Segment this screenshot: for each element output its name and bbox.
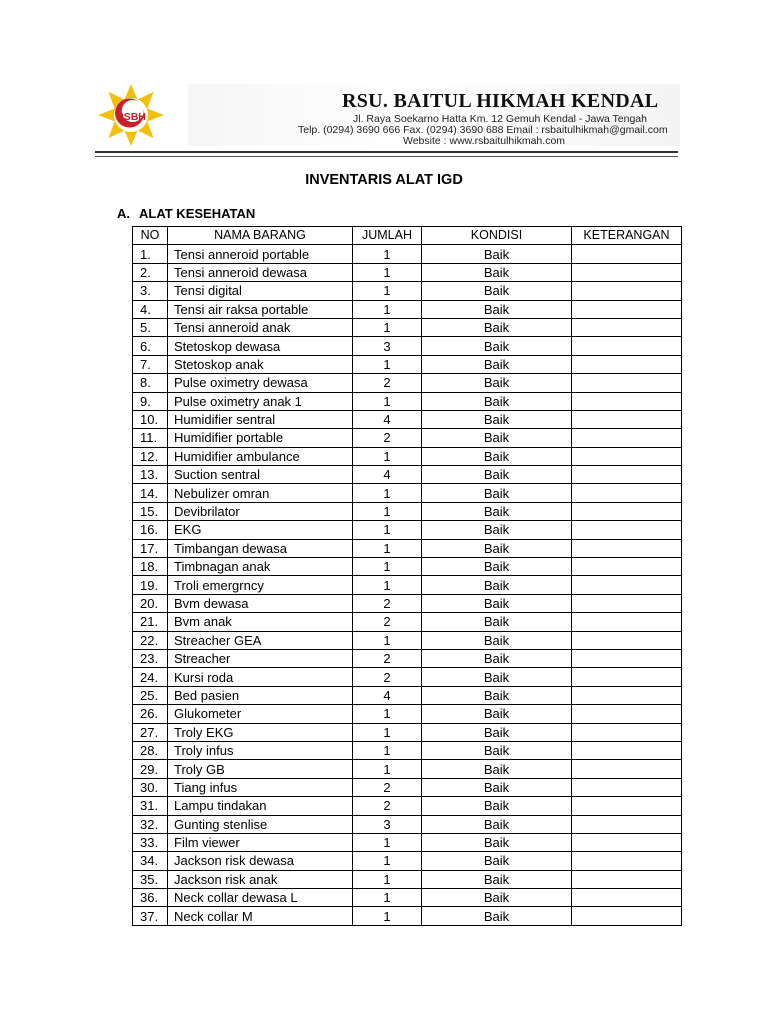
cell-jumlah: 1 [353, 392, 422, 410]
cell-nama-barang: Bed pasien [168, 686, 353, 704]
cell-keterangan [572, 263, 682, 281]
cell-no: 16. [133, 521, 168, 539]
cell-kondisi: Baik [422, 760, 572, 778]
cell-jumlah: 1 [353, 576, 422, 594]
cell-no: 19. [133, 576, 168, 594]
table-row [133, 741, 682, 759]
cell-nama-barang: Bvm dewasa [168, 594, 353, 612]
cell-kondisi: Baik [422, 502, 572, 520]
cell-jumlah: 1 [353, 889, 422, 907]
cell-jumlah: 2 [353, 668, 422, 686]
table-row [133, 558, 682, 576]
table-row [133, 539, 682, 557]
cell-keterangan [572, 815, 682, 833]
cell-keterangan [572, 889, 682, 907]
cell-nama-barang: Tiang infus [168, 778, 353, 796]
cell-kondisi: Baik [422, 870, 572, 888]
table-row [133, 502, 682, 520]
cell-kondisi: Baik [422, 907, 572, 925]
table-row [133, 907, 682, 925]
cell-kondisi: Baik [422, 649, 572, 667]
cell-nama-barang: Gunting stenlise [168, 815, 353, 833]
cell-keterangan [572, 392, 682, 410]
cell-no: 27. [133, 723, 168, 741]
cell-jumlah: 2 [353, 429, 422, 447]
cell-keterangan [572, 447, 682, 465]
cell-no: 1. [133, 245, 168, 263]
cell-jumlah: 4 [353, 466, 422, 484]
cell-keterangan [572, 539, 682, 557]
cell-keterangan [572, 318, 682, 336]
cell-keterangan [572, 741, 682, 759]
cell-kondisi: Baik [422, 447, 572, 465]
table-row [133, 429, 682, 447]
hospital-website: Website : www.rsbaitulhikmah.com [403, 135, 566, 147]
table-row [133, 613, 682, 631]
cell-nama-barang: Humidifier sentral [168, 410, 353, 428]
section-heading [117, 206, 255, 221]
cell-kondisi: Baik [422, 355, 572, 373]
cell-no: 37. [133, 907, 168, 925]
table-row [133, 870, 682, 888]
cell-nama-barang: Humidifier ambulance [168, 447, 353, 465]
cell-nama-barang: Tensi air raksa portable [168, 300, 353, 318]
cell-kondisi: Baik [422, 815, 572, 833]
cell-jumlah: 1 [353, 870, 422, 888]
cell-nama-barang: Streacher GEA [168, 631, 353, 649]
cell-kondisi: Baik [422, 576, 572, 594]
cell-kondisi: Baik [422, 245, 572, 263]
cell-no: 5. [133, 318, 168, 336]
cell-kondisi: Baik [422, 594, 572, 612]
cell-nama-barang: Glukometer [168, 705, 353, 723]
cell-no: 14. [133, 484, 168, 502]
table-row [133, 815, 682, 833]
table-row [133, 521, 682, 539]
cell-nama-barang: Neck collar M [168, 907, 353, 925]
cell-jumlah: 1 [353, 833, 422, 851]
cell-kondisi: Baik [422, 392, 572, 410]
cell-keterangan [572, 558, 682, 576]
cell-nama-barang: Neck collar dewasa L [168, 889, 353, 907]
table-row [133, 649, 682, 667]
cell-no: 7. [133, 355, 168, 373]
cell-no: 10. [133, 410, 168, 428]
cell-jumlah: 1 [353, 263, 422, 281]
cell-kondisi: Baik [422, 558, 572, 576]
cell-no: 22. [133, 631, 168, 649]
cell-no: 17. [133, 539, 168, 557]
cell-nama-barang: Humidifier portable [168, 429, 353, 447]
cell-keterangan [572, 686, 682, 704]
rsbh-logo-icon [91, 83, 171, 147]
cell-jumlah: 1 [353, 631, 422, 649]
cell-kondisi: Baik [422, 484, 572, 502]
table-row [133, 668, 682, 686]
cell-keterangan [572, 282, 682, 300]
table-row [133, 852, 682, 870]
cell-kondisi: Baik [422, 318, 572, 336]
cell-jumlah: 2 [353, 613, 422, 631]
cell-kondisi: Baik [422, 410, 572, 428]
table-row [133, 410, 682, 428]
cell-nama-barang: Devibrilator [168, 502, 353, 520]
cell-jumlah: 1 [353, 521, 422, 539]
cell-keterangan [572, 245, 682, 263]
letterhead-divider-thin [95, 156, 678, 157]
hospital-name: RSU. BAITUL HIKMAH KENDAL [342, 90, 659, 112]
cell-no: 15. [133, 502, 168, 520]
cell-nama-barang: Timbnagan anak [168, 558, 353, 576]
cell-jumlah: 1 [353, 741, 422, 759]
cell-jumlah: 1 [353, 300, 422, 318]
cell-kondisi: Baik [422, 263, 572, 281]
cell-keterangan [572, 760, 682, 778]
cell-jumlah: 1 [353, 558, 422, 576]
cell-keterangan [572, 778, 682, 796]
cell-no: 36. [133, 889, 168, 907]
cell-keterangan [572, 576, 682, 594]
cell-nama-barang: Troli emergrncy [168, 576, 353, 594]
cell-keterangan [572, 631, 682, 649]
cell-kondisi: Baik [422, 833, 572, 851]
cell-nama-barang: Kursi roda [168, 668, 353, 686]
table-row [133, 686, 682, 704]
cell-jumlah: 2 [353, 797, 422, 815]
cell-keterangan [572, 594, 682, 612]
table-row [133, 760, 682, 778]
cell-no: 32. [133, 815, 168, 833]
table-row [133, 705, 682, 723]
cell-kondisi: Baik [422, 741, 572, 759]
cell-keterangan [572, 797, 682, 815]
cell-nama-barang: Timbangan dewasa [168, 539, 353, 557]
cell-kondisi: Baik [422, 852, 572, 870]
table-row [133, 576, 682, 594]
cell-keterangan [572, 668, 682, 686]
table-row [133, 447, 682, 465]
cell-nama-barang: Troly GB [168, 760, 353, 778]
cell-nama-barang: Jackson risk dewasa [168, 852, 353, 870]
document-title: INVENTARIS ALAT IGD [305, 172, 463, 188]
table-row [133, 594, 682, 612]
cell-kondisi: Baik [422, 889, 572, 907]
table-row [133, 300, 682, 318]
cell-no: 21. [133, 613, 168, 631]
cell-nama-barang: Tensi anneroid portable [168, 245, 353, 263]
hospital-logo [91, 83, 171, 147]
cell-keterangan [572, 870, 682, 888]
cell-kondisi: Baik [422, 466, 572, 484]
hospital-contact: Telp. (0294) 3690 666 Fax. (0294) 3690 688 Email : rsbaitulhikmah@gmail.com [298, 124, 668, 136]
cell-kondisi: Baik [422, 613, 572, 631]
cell-keterangan [572, 521, 682, 539]
table-row [133, 833, 682, 851]
table-header-row [133, 227, 682, 245]
cell-no: 11. [133, 429, 168, 447]
table-row [133, 466, 682, 484]
cell-nama-barang: Stetoskop anak [168, 355, 353, 373]
cell-jumlah: 1 [353, 282, 422, 300]
column-header-jumlah: JUMLAH [353, 227, 422, 245]
cell-keterangan [572, 907, 682, 925]
letterhead-banner [188, 84, 680, 146]
cell-jumlah: 2 [353, 778, 422, 796]
cell-nama-barang: Tensi anneroid dewasa [168, 263, 353, 281]
table-row [133, 282, 682, 300]
cell-no: 29. [133, 760, 168, 778]
cell-jumlah: 1 [353, 760, 422, 778]
table-row [133, 723, 682, 741]
table-row [133, 797, 682, 815]
cell-jumlah: 4 [353, 410, 422, 428]
cell-jumlah: 3 [353, 337, 422, 355]
cell-no: 6. [133, 337, 168, 355]
cell-nama-barang: Stetoskop dewasa [168, 337, 353, 355]
column-header-nama-barang: NAMA BARANG [168, 227, 353, 245]
cell-no: 31. [133, 797, 168, 815]
cell-jumlah: 1 [353, 723, 422, 741]
cell-no: 18. [133, 558, 168, 576]
cell-jumlah: 1 [353, 705, 422, 723]
section-letter: A. [117, 206, 130, 221]
cell-keterangan [572, 705, 682, 723]
cell-keterangan [572, 355, 682, 373]
section-title: ALAT KESEHATAN [139, 206, 256, 221]
cell-keterangan [572, 410, 682, 428]
cell-keterangan [572, 723, 682, 741]
cell-no: 8. [133, 374, 168, 392]
inventory-table [132, 226, 682, 926]
cell-nama-barang: Tensi anneroid anak [168, 318, 353, 336]
cell-kondisi: Baik [422, 521, 572, 539]
cell-keterangan [572, 484, 682, 502]
cell-keterangan [572, 833, 682, 851]
cell-jumlah: 1 [353, 539, 422, 557]
cell-nama-barang: Film viewer [168, 833, 353, 851]
table-row [133, 318, 682, 336]
cell-no: 4. [133, 300, 168, 318]
table-row [133, 245, 682, 263]
cell-no: 3. [133, 282, 168, 300]
table-row [133, 889, 682, 907]
cell-nama-barang: Jackson risk anak [168, 870, 353, 888]
cell-kondisi: Baik [422, 374, 572, 392]
cell-keterangan [572, 466, 682, 484]
logo-text: RSBH [116, 111, 146, 123]
inventory-table-body [133, 245, 682, 925]
cell-nama-barang: Pulse oximetry anak 1 [168, 392, 353, 410]
cell-keterangan [572, 374, 682, 392]
cell-nama-barang: Bvm anak [168, 613, 353, 631]
cell-jumlah: 3 [353, 815, 422, 833]
cell-no: 33. [133, 833, 168, 851]
cell-no: 28. [133, 741, 168, 759]
table-row [133, 631, 682, 649]
column-header-kondisi: KONDISI [422, 227, 572, 245]
letterhead [88, 80, 680, 150]
cell-no: 26. [133, 705, 168, 723]
table-row [133, 263, 682, 281]
cell-keterangan [572, 429, 682, 447]
cell-kondisi: Baik [422, 429, 572, 447]
cell-jumlah: 2 [353, 594, 422, 612]
cell-kondisi: Baik [422, 282, 572, 300]
cell-jumlah: 1 [353, 852, 422, 870]
cell-jumlah: 1 [353, 447, 422, 465]
cell-kondisi: Baik [422, 668, 572, 686]
cell-jumlah: 4 [353, 686, 422, 704]
table-row [133, 392, 682, 410]
cell-nama-barang: Troly EKG [168, 723, 353, 741]
cell-no: 23. [133, 649, 168, 667]
cell-keterangan [572, 337, 682, 355]
cell-kondisi: Baik [422, 631, 572, 649]
cell-nama-barang: Pulse oximetry dewasa [168, 374, 353, 392]
cell-no: 12. [133, 447, 168, 465]
cell-nama-barang: Troly infus [168, 741, 353, 759]
cell-keterangan [572, 502, 682, 520]
cell-jumlah: 1 [353, 245, 422, 263]
cell-kondisi: Baik [422, 539, 572, 557]
cell-nama-barang: Streacher [168, 649, 353, 667]
cell-no: 20. [133, 594, 168, 612]
cell-jumlah: 2 [353, 374, 422, 392]
cell-kondisi: Baik [422, 723, 572, 741]
cell-no: 35. [133, 870, 168, 888]
cell-nama-barang: Lampu tindakan [168, 797, 353, 815]
cell-nama-barang: Nebulizer omran [168, 484, 353, 502]
cell-no: 9. [133, 392, 168, 410]
table-row [133, 355, 682, 373]
cell-kondisi: Baik [422, 778, 572, 796]
cell-jumlah: 2 [353, 649, 422, 667]
cell-kondisi: Baik [422, 705, 572, 723]
cell-no: 34. [133, 852, 168, 870]
cell-nama-barang: EKG [168, 521, 353, 539]
column-header-keterangan: KETERANGAN [572, 227, 682, 245]
cell-nama-barang: Tensi digital [168, 282, 353, 300]
table-row [133, 337, 682, 355]
cell-kondisi: Baik [422, 300, 572, 318]
cell-jumlah: 1 [353, 502, 422, 520]
table-row [133, 778, 682, 796]
cell-keterangan [572, 649, 682, 667]
cell-no: 24. [133, 668, 168, 686]
cell-jumlah: 1 [353, 484, 422, 502]
cell-jumlah: 1 [353, 318, 422, 336]
cell-kondisi: Baik [422, 337, 572, 355]
cell-no: 13. [133, 466, 168, 484]
letterhead-divider [95, 151, 678, 153]
cell-nama-barang: Suction sentral [168, 466, 353, 484]
cell-no: 2. [133, 263, 168, 281]
cell-no: 30. [133, 778, 168, 796]
cell-keterangan [572, 300, 682, 318]
cell-kondisi: Baik [422, 797, 572, 815]
cell-jumlah: 1 [353, 355, 422, 373]
cell-kondisi: Baik [422, 686, 572, 704]
column-header-no: NO [133, 227, 168, 245]
hospital-address: Jl. Raya Soekarno Hatta Km. 12 Gemuh Kendal - Jawa Tengah [353, 113, 647, 125]
cell-jumlah: 1 [353, 907, 422, 925]
table-row [133, 374, 682, 392]
table-row [133, 484, 682, 502]
cell-keterangan [572, 852, 682, 870]
cell-keterangan [572, 613, 682, 631]
cell-no: 25. [133, 686, 168, 704]
